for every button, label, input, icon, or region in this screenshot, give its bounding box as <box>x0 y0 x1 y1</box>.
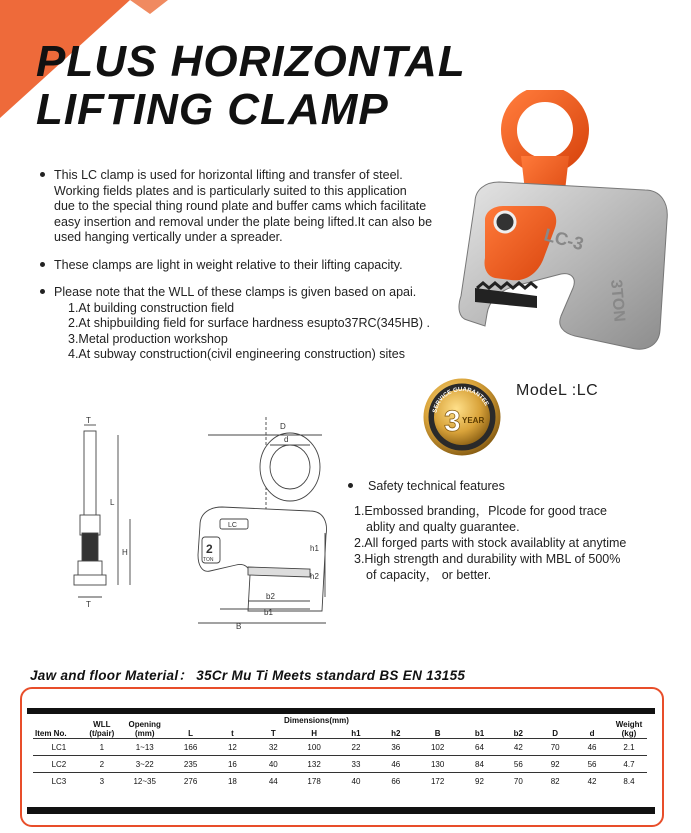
col-header: Opening (mm) <box>128 720 161 738</box>
table-cell: 4.7 <box>611 756 647 773</box>
bullet-dot <box>40 262 45 267</box>
material-separator: ： <box>178 668 193 683</box>
col-header: b2 <box>513 729 523 738</box>
col-header: d <box>589 729 595 738</box>
bullet-dot <box>40 289 45 294</box>
bullet3-text: Please note that the WLL of these clamps is given based on apai. <box>54 285 417 299</box>
table-cell: 12 <box>211 739 255 756</box>
material-value: 35Cr Mu Ti Meets standard BS EN 13155 <box>196 668 466 683</box>
material-line <box>30 664 465 684</box>
dim-label-l: L <box>110 498 115 507</box>
material-label: Jaw and floor Material <box>30 668 179 683</box>
table-cell: 36 <box>376 739 416 756</box>
col-header: Dimensions(mm) h1 <box>284 716 361 738</box>
safety-item-line: 1.Embossed branding，Plcode for good trace <box>354 504 607 518</box>
technical-drawing <box>70 415 335 630</box>
table-cell: 1 <box>85 739 119 756</box>
safety-heading-row <box>348 478 678 494</box>
table-cell: 56 <box>499 756 537 773</box>
table-row <box>33 739 647 756</box>
table-cell: 42 <box>573 773 611 790</box>
table-cell: 166 <box>171 739 211 756</box>
table-cell: 8.4 <box>611 773 647 790</box>
table-cell: 84 <box>460 756 500 773</box>
safety-section <box>348 478 678 583</box>
dim-label-h2: h2 <box>310 572 319 581</box>
application-item: 4.At subway construction(civil engineering construction) sites <box>68 347 405 361</box>
table-cell: 172 <box>416 773 460 790</box>
application-item: 1.At building construction field <box>68 300 235 315</box>
table-cell: 56 <box>573 756 611 773</box>
table-cell: 132 <box>292 756 336 773</box>
col-header: h2 <box>391 729 401 738</box>
table-cell: 40 <box>254 756 292 773</box>
bullet2-text: These clamps are light in weight relative to their lifting capacity. <box>54 257 403 272</box>
product-image <box>455 90 687 380</box>
table-cell: 2 <box>85 756 119 773</box>
description-bullet-1 <box>40 168 445 246</box>
table-top-bar <box>27 708 655 714</box>
dim-label-h1: h1 <box>310 544 319 553</box>
table-cell: 92 <box>537 756 573 773</box>
dim-label-t-top: T <box>86 416 91 425</box>
bullet1-line: used hanging vertically under a spreader. <box>54 230 283 244</box>
table-cell: 16 <box>211 756 255 773</box>
safety-item <box>348 503 678 535</box>
table-header-row <box>33 716 647 739</box>
table-cell: 92 <box>460 773 500 790</box>
table-bottom-bar <box>27 807 655 814</box>
title-line-2: LIFTING CLAMP <box>36 85 389 134</box>
model-label: ModeL :LC <box>516 382 599 399</box>
col-header: B <box>434 729 441 738</box>
table-cell: 44 <box>254 773 292 790</box>
col-header: Item No. <box>35 729 67 738</box>
safety-item-line: 2.All forged parts with stock availablity at anytime <box>354 536 627 550</box>
table-cell: 2.1 <box>611 739 647 756</box>
badge-number: 3 <box>444 405 461 438</box>
service-guarantee-badge <box>422 377 502 457</box>
bullet1-line: Working fields plates and is particularly suited to this application <box>54 183 407 198</box>
table-cell: 3 <box>85 773 119 790</box>
table-cell: 64 <box>460 739 500 756</box>
table-cell: 33 <box>336 756 376 773</box>
description-bullet-2 <box>40 258 445 274</box>
bullet1-line: due to the special thing round plate and buffer cams which facilitate <box>54 199 427 213</box>
dim-label-b1: b1 <box>264 608 273 617</box>
dim-label-d-upper: D <box>280 422 286 431</box>
table-cell: 100 <box>292 739 336 756</box>
col-header: L <box>188 729 194 738</box>
table-row <box>33 756 647 773</box>
table-cell: 42 <box>499 739 537 756</box>
table-cell: 235 <box>171 756 211 773</box>
table-cell: 12~35 <box>119 773 171 790</box>
safety-item-line: 3.High strength and durability with MBL of 500% <box>354 552 621 566</box>
dim-label-d-lower: d <box>284 435 289 444</box>
table-cell: LC3 <box>33 773 85 790</box>
safety-item-line: ablity and qualty guarantee. <box>366 520 520 534</box>
bullet1-line: easy insertion and removal under the plate being lifted.It can also be <box>54 214 433 229</box>
badge-year-label: YEAR <box>462 416 485 425</box>
table-cell: 70 <box>537 739 573 756</box>
table-cell: LC1 <box>33 739 85 756</box>
application-item: 3.Metal production workshop <box>68 331 228 346</box>
table-cell: 3~22 <box>119 756 171 773</box>
badge-arc-text: SERVICE GUARANTEE <box>432 386 490 414</box>
table-cell: 70 <box>499 773 537 790</box>
table-cell: 40 <box>336 773 376 790</box>
table-cell: 18 <box>211 773 255 790</box>
body-mark: 3TON <box>607 278 628 323</box>
safety-item-line: of capacity， or better. <box>366 568 492 582</box>
col-header: WLL (t/pair) <box>89 720 115 738</box>
table-cell: 178 <box>292 773 336 790</box>
safety-item <box>348 551 678 583</box>
dim-label-h: H <box>122 548 128 557</box>
col-header: H <box>311 729 317 738</box>
dimensions-header: Dimensions(mm) <box>284 716 349 725</box>
table-cell: 102 <box>416 739 460 756</box>
safety-heading: Safety technical features <box>368 479 505 493</box>
bullet-dot <box>348 483 353 488</box>
table-row <box>33 773 647 790</box>
col-header: t <box>231 729 234 738</box>
col-header: T <box>270 729 276 738</box>
dim-label-b2: b2 <box>266 592 275 601</box>
spec-table <box>33 716 647 789</box>
table-cell: 276 <box>171 773 211 790</box>
table-cell: 32 <box>254 739 292 756</box>
dim-label-b: B <box>236 622 242 630</box>
description-section <box>40 168 445 375</box>
table-cell: 1~13 <box>119 739 171 756</box>
safety-item <box>348 535 678 551</box>
description-bullet-3 <box>40 285 445 363</box>
title-line-1: PLUS HORIZONTAL <box>36 37 466 86</box>
bullet-dot <box>40 172 45 177</box>
page-title <box>36 38 466 134</box>
drawing-plate-label: LC <box>228 522 237 529</box>
table-cell: 22 <box>336 739 376 756</box>
jaw-mark: LC-3 <box>541 224 586 255</box>
application-item: 2.At shipbuilding field for surface hardness esupto37RC(345HB) . <box>68 316 431 330</box>
table-cell: 130 <box>416 756 460 773</box>
drawing-capacity-unit: TON <box>203 557 214 563</box>
table-cell: LC2 <box>33 756 85 773</box>
dim-label-t-bottom: T <box>86 600 91 609</box>
col-header: Weight (kg) <box>615 720 643 738</box>
drawing-capacity-number: 2 <box>206 542 213 556</box>
table-cell: 46 <box>573 739 611 756</box>
col-header: b1 <box>474 729 485 738</box>
col-header: D <box>552 729 559 738</box>
table-cell: 82 <box>537 773 573 790</box>
table-cell: 46 <box>376 756 416 773</box>
bullet1-line: This LC clamp is used for horizontal lifting and transfer of steel. <box>54 168 403 182</box>
table-cell: 66 <box>376 773 416 790</box>
